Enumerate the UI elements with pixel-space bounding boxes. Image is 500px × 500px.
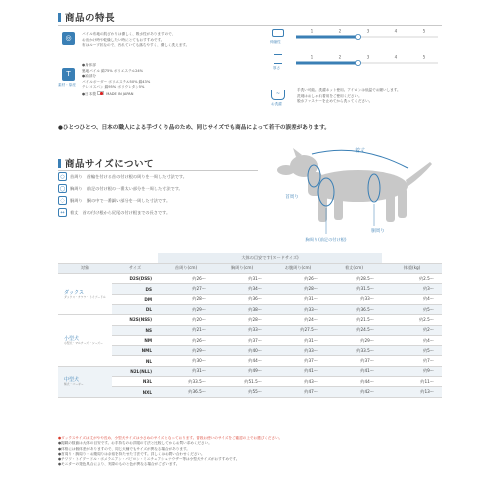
header-chest: 胸周り(cm) [214,263,270,273]
chest-cell: 約44〜 [214,356,270,366]
waist-cell: 約27.5〜 [270,325,326,335]
size-cell: N2S(NSS) [112,315,158,325]
chest-icon: ◯ [59,186,66,192]
size-guide-rule [58,170,258,171]
note-line: ●首周り・胸周り・お腹周りは余裕を持たせた寸法です。詳しくはお問い合わせください。 [58,451,205,456]
weight-cell: 約2〜 [382,325,442,335]
chest-cell: 約37〜 [214,335,270,345]
size-cell: DM [112,294,158,304]
length-icon: ↔ [58,208,67,217]
washing-line-2: 洗剤はおしゃれ着用をご使用ください。 [297,93,362,98]
waist-cell: 約31〜 [270,294,326,304]
weight-cell: 約13〜 [382,387,442,397]
group-dachshund [58,274,112,315]
table-row [58,335,442,345]
shirt-icon: T [62,68,75,81]
neck-cell: 約30〜 [158,356,214,366]
chest-cell: 約34〜 [214,284,270,294]
features-title-rule [58,25,442,26]
towel-icon: ◎ [62,32,75,45]
group-small-dog-name: 小型犬 [64,336,80,343]
size-cell: NML [112,346,158,356]
size-table-header-row [58,263,442,273]
note-line: ●チワワ・トイプードル・ポメラニアン・パピヨン・ミニチュアシュナウザー等は小型犬サイズがおすすめです。 [58,457,240,462]
neck-cell: 約36.5〜 [158,387,214,397]
bullet-waist: 胴周り 胴の中で一番細い部分を一周した寸法です。 [70,198,171,203]
header-neck: 首周り(cm) [158,263,214,273]
stretch-scale-2: 2 [338,28,342,34]
group-small-dog-sub: 小型犬・マルチーズ・シーズー [64,341,103,346]
chest-cell: 約31〜 [214,274,270,284]
header-target: 対象 [58,263,112,273]
chest-cell: 約51.5〜 [214,377,270,387]
diagram-neck-label: 首周り [285,195,299,200]
neck-cell: 約31〜 [158,366,214,376]
neck-cell: 約28〜 [158,294,214,304]
size-cell: DS [112,284,158,294]
table-row [58,387,442,397]
waist-cell: 約43〜 [270,377,326,387]
weight-cell: 約3〜 [382,284,442,294]
weight-cell: 約11〜 [382,377,442,387]
group-medium-dog-name: 中型犬 [64,377,80,384]
length-cell: 約42〜 [326,387,382,397]
made-in-japan-text: MADE IN JAPAN [106,91,134,96]
thickness-scale-2: 2 [338,54,342,60]
length-cell: 約29〜 [326,335,382,345]
neck-cell: 約21〜 [158,325,214,335]
length-cell: 約33.5〜 [326,346,382,356]
thickness-scale-3: 3 [366,54,370,60]
waist-icon: ◌ [58,196,67,205]
table-row [58,377,442,387]
diagram-length-label: 着丈 [354,148,366,154]
note-line: ●体格には個体差がありますので、同じ犬種でもサイズが異なる場合があります。 [58,446,190,451]
size-table [58,253,442,398]
table-row [58,315,442,325]
thickness-scale-5: 5 [422,54,426,60]
weight-cell: 約4〜 [382,335,442,345]
table-row [58,325,442,335]
weight-cell: 約4〜 [382,294,442,304]
washing-icon: ~ [271,90,285,100]
thickness-scale-1: 1 [310,54,314,60]
material-line-4: パイルボーダー ポリエステル50% 綿43% [82,79,151,84]
chest-cell: 約38〜 [214,304,270,314]
size-guide-title: 商品サイズについて [58,156,154,170]
neck-cell: 約20〜 [158,315,214,325]
stretch-icon [272,29,284,37]
table-row [58,304,442,314]
chest-cell: 約28〜 [214,315,270,325]
size-cell: NM [112,335,158,345]
material-label: 素材・原産 [58,83,76,87]
material-line-2: 裏地パイル 綿75% ポリエステル24% [82,68,144,73]
material-line-6 [82,91,133,97]
group-dachshund-sub: ダックス・チワワ・トイプードル [64,294,106,299]
dog-measurement-diagram [262,146,442,246]
chest-cell: 約36〜 [214,294,270,304]
stretch-scale [292,28,442,42]
made-in-label: ●日本製 [82,91,96,96]
neck-cell: 約26〜 [158,274,214,284]
weight-cell: 約7〜 [382,356,442,366]
diagram-chest-label: 胸周り(前足の付け根) [305,237,347,242]
length-cell: 約21.5〜 [326,315,382,325]
stretch-scale-5: 5 [422,28,426,34]
stretch-label: 伸縮性 [270,40,281,44]
header-length: 着丈(cm) [326,263,382,273]
neck-cell: 約29〜 [158,304,214,314]
waist-cell: 約41〜 [270,366,326,376]
neck-cell: 約26〜 [158,335,214,345]
size-cell: NL [112,356,158,366]
length-cell: 約28.5〜 [326,274,382,284]
header-weight: 体重(kg) [382,263,442,273]
diagram-waist-label: 胴周り [371,229,385,234]
thickness-label: 厚さ [273,66,281,70]
washing-line-3: 脱水ファスナーを止めてから洗ってください。 [297,99,373,103]
japan-flag-icon [97,91,104,96]
waist-cell: 約33〜 [270,346,326,356]
feature-pile-line-3: 布はループ状なので、汚れていても落ちやすく、優しく洗えます。 [82,43,190,47]
stretch-scale-4: 4 [394,28,398,34]
waist-cell: 約31〜 [270,335,326,345]
chest-cell: 約33〜 [214,325,270,335]
weight-cell: 約5〜 [382,304,442,314]
table-row [58,366,442,376]
length-cell: 約37〜 [326,356,382,366]
washing-line-1: 手洗い可能。洗濯ネット使用。アイロンは低温でお願いします。 [297,88,401,92]
length-cell: 約36.5〜 [326,304,382,314]
thickness-scale-4: 4 [394,54,398,60]
weight-cell: 約9〜 [382,366,442,376]
handmade-banner: ●ひとつひとつ、日本の職人による手づくり品のため、同じサイズでも商品によって若干の誤差があります。 [58,125,330,131]
waist-cell: 約26〜 [270,274,326,284]
neck-cell: 約29〜 [158,346,214,356]
size-notes [58,436,442,468]
length-cell: 約33〜 [326,294,382,304]
bullet-neck: 首周り 首輪を付ける首の付け根の周りを一周した寸法です。 [70,174,187,179]
features-title: 商品の特長 [58,10,115,24]
size-table-group-header-row [58,253,442,263]
group-medium-dog-sub: 柴犬・コーギー [64,382,84,387]
size-cell: D2S(DSS) [112,274,158,284]
waist-cell: 約28〜 [270,284,326,294]
group-dachshund-name: ダックス [64,289,84,296]
neck-cell: 約33.5〜 [158,377,214,387]
material-line-1: ●身体部 [82,63,96,67]
chest-cell: 約49〜 [214,366,270,376]
note-line: ●モニターの発色具合により、実際のものと色が異なる場合がございます。 [58,462,180,467]
table-row [58,274,442,284]
table-row [58,356,442,366]
length-cell: 約41〜 [326,366,382,376]
table-row [58,284,442,294]
size-cell: NXL [112,387,158,397]
length-cell: 約24.5〜 [326,325,382,335]
table-row [58,294,442,304]
header-waist: お腹周り(cm) [270,263,326,273]
waist-cell: 約47〜 [270,387,326,397]
size-cell: DL [112,304,158,314]
bullet-chest: 胸周り 前足の付け根の一番太い部分を一周した寸法です。 [70,186,183,191]
material-line-3: ●袖部分 [82,74,96,78]
stretch-scale-1: 1 [310,28,314,34]
size-table-group-header: 大体の目安です(ヌードサイズ) [158,253,382,263]
length-cell: 約31.5〜 [326,284,382,294]
stretch-scale-3: 3 [366,28,370,34]
waist-cell: 約37〜 [270,356,326,366]
size-cell: N2L(NLL) [112,366,158,376]
group-small-dog [58,315,112,366]
note-line: ●ダックスサイズは丈がやや長め、小型犬サイズは小さめのサイズとなっております。普段お使いのサイズをご確認の上でお選びください。 [58,436,283,440]
weight-cell: 約5〜 [382,346,442,356]
chest-cell: 約40〜 [214,346,270,356]
table-row [58,346,442,356]
bullet-length: 着丈 首の付け根から尻尾の付け根までの長さです。 [70,210,171,215]
thickness-icon [274,54,282,64]
material-line-5: テレコスパン 綿95% ポリウレタン5% [82,85,145,89]
size-cell: N3L [112,377,158,387]
feature-pile-line-1: パイル布地の肌ざわりは優しく、吸水性がありますので、 [82,32,176,36]
note-line: ●掲載の数値は大体の目安です。お手持ちのお洋服の寸法と比較してからお買い求めください。 [58,441,212,446]
weight-cell: 約2.5〜 [382,315,442,325]
neck-icon: ○ [58,172,67,181]
group-medium-dog [58,366,112,397]
thickness-scale [292,54,442,68]
chest-cell: 約55〜 [214,387,270,397]
length-cell: 約44〜 [326,377,382,387]
washing-label: お洗濯 [271,102,282,106]
feature-pile-line-2: お出かけ時や乾燥したい時にとてもおすすめです。 [82,37,165,42]
waist-cell: 約33〜 [270,304,326,314]
neck-cell: 約27〜 [158,284,214,294]
size-cell: NS [112,325,158,335]
weight-cell: 約2.5〜 [382,274,442,284]
header-size: サイズ [112,263,158,273]
waist-cell: 約24〜 [270,315,326,325]
